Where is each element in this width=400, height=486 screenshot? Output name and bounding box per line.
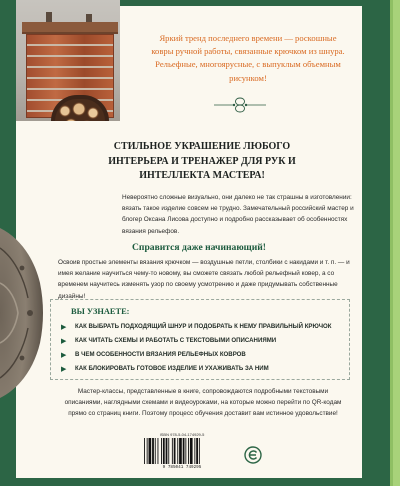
isbn-text: ISBN 978-5-04-174929-5 [159,432,205,437]
intro-text: Яркий тренд последнего времени — роскошные ковры ручной работы, связанные крючком из шнура. Рельефные, многоярусные, с выпуклым объемным рисунком! [151,33,345,83]
triangle-bullet-icon: ▶ [61,338,67,345]
fireplace-photo [16,0,120,121]
list-item [59,322,343,332]
brick-wall [26,34,114,118]
list-item-text: КАК ЧИТАТЬ СХЕМЫ И РАБОТАТЬ С ТЕКСТОВЫМИ ОПИСАНИЯМИ [75,337,277,344]
book-spine-edge [390,0,400,486]
barcode [144,438,220,464]
mantel-candle [86,14,92,22]
learn-list [59,322,343,378]
list-item-text: КАК ВЫБРАТЬ ПОДХОДЯЩИЙ ШНУР И ПОДОБРАТЬ К НЕМУ ПРАВИЛЬНЫЙ КРЮЧОК [75,323,332,330]
list-item [59,336,343,346]
beginner-paragraph: Освоив простые элементы вязания крючком — воздушные петли, столбики с накидами и т. п. — и имея желание научиться чему-то новому, вы сможете связать любой рельефный ковер, а со временем научитесь изменять узор по своему усмотрению и даже придумывать собственные дизайны! [58,259,350,300]
closing-paragraph: Мастер-классы, представленные в книге, сопровождаются подробными текстовыми описаниями, наглядными схемами и видеоуроками, на которые можно перейти по QR-кодам прямо со страниц книги. Поэтому процесс обучения доставит вам истинное удовольствие! [64,388,342,418]
publisher-logo-icon [244,446,262,464]
beginner-subheading: Справится даже начинающий! [132,242,266,253]
crochet-rug-image [0,228,44,398]
barcode-number: 9 785041 749295 [162,465,202,470]
triangle-bullet-icon: ▶ [61,352,67,359]
description-paragraph: Невероятно сложные визуально, они далеко не так страшны в изготовлении: вязать такое изделие совсем не трудно. Замечательный российский мастер и блогер Оксана Лисова доступно и подробно рассказывает об особенностях вязания рельефов. [122,194,354,235]
triangle-bullet-icon: ▶ [61,366,67,373]
list-item [59,350,343,360]
learn-title: ВЫ УЗНАЕТЕ: [71,307,130,316]
fireplace-mantel [22,22,118,34]
ornament-divider [212,96,268,114]
triangle-bullet-icon: ▶ [61,324,67,331]
mantel-candle [46,12,52,22]
fireplace-hearth [51,95,109,121]
stacked-logs [55,99,105,121]
barcode-block [142,432,222,472]
learn-box [50,299,350,380]
list-item-text: В ЧЕМ ОСОБЕННОСТИ ВЯЗАНИЯ РЕЛЬЕФНЫХ КОВРОВ [75,351,246,358]
content-panel [16,6,362,478]
list-item [59,364,343,374]
list-item-text: КАК БЛОКИРОВАТЬ ГОТОВОЕ ИЗДЕЛИЕ И УХАЖИВАТЬ ЗА НИМ [75,365,269,372]
headline: СТИЛЬНОЕ УКРАШЕНИЕ ЛЮБОГО ИНТЕРЬЕРА И ТРЕНАЖЕР ДЛЯ РУК И ИНТЕЛЛЕКТА МАСТЕРА! [108,141,296,181]
